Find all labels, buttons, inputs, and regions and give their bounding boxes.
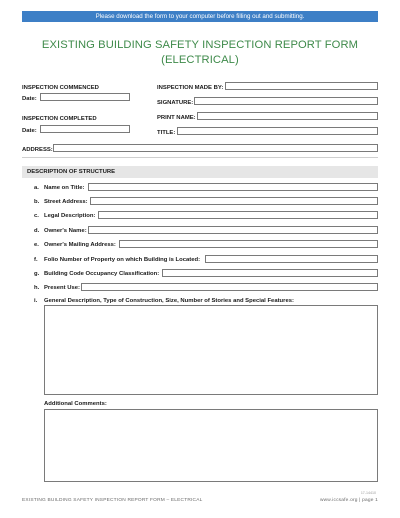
print-name-field[interactable] xyxy=(197,112,378,120)
completed-date-label: Date: xyxy=(22,128,37,134)
footer-website-page: www.iccsafe.org | page 1 xyxy=(319,498,378,503)
owners-name-label: Owner's Name: xyxy=(44,228,87,234)
general-description-textarea[interactable] xyxy=(44,305,378,395)
commenced-date-field[interactable] xyxy=(40,93,130,101)
present-use-field[interactable] xyxy=(81,283,378,291)
occupancy-classification-label: Building Code Occupancy Classification: xyxy=(44,271,160,277)
item-e-letter: e. xyxy=(34,242,39,248)
commenced-date-label: Date: xyxy=(22,96,37,102)
inspection-commenced-label: INSPECTION COMMENCED xyxy=(22,85,99,91)
description-section-title: DESCRIPTION OF STRUCTURE xyxy=(27,169,116,175)
street-address-field[interactable] xyxy=(90,197,378,205)
form-id: 17-14410 xyxy=(360,491,376,495)
completed-date-field[interactable] xyxy=(40,125,130,133)
item-a-letter: a. xyxy=(34,185,39,191)
legal-description-field[interactable] xyxy=(98,211,378,219)
item-d-letter: d. xyxy=(34,228,40,234)
item-g-letter: g. xyxy=(34,271,40,277)
page-footer xyxy=(22,498,378,503)
item-i-letter: i. xyxy=(34,298,38,304)
owners-mailing-address-label: Owner's Mailing Address: xyxy=(44,242,116,248)
form-title-line-2: (ELECTRICAL) xyxy=(161,54,239,66)
item-c-letter: c. xyxy=(34,213,39,219)
folio-number-label: Folio Number of Property on which Building is Located: xyxy=(44,257,201,263)
owners-mailing-address-field[interactable] xyxy=(119,240,378,248)
signature-label: SIGNATURE: xyxy=(157,100,194,106)
title-field[interactable] xyxy=(177,127,378,135)
address-label: ADDRESS: xyxy=(22,147,53,153)
folio-number-field[interactable] xyxy=(205,255,378,263)
footer-form-name: EXISTING BUILDING SAFETY INSPECTION REPORT FORM – ELECTRICAL xyxy=(22,498,203,503)
general-description-label: General Description, Type of Construction, Size, Number of Stories and Special Features: xyxy=(44,298,294,304)
signature-field[interactable] xyxy=(194,97,378,105)
item-f-letter: f. xyxy=(34,257,38,263)
additional-comments-textarea[interactable] xyxy=(44,409,378,482)
street-address-label: Street Address: xyxy=(44,199,88,205)
inspection-made-by-label: INSPECTION MADE BY: xyxy=(157,85,224,91)
legal-description-label: Legal Description: xyxy=(44,213,96,219)
item-b-letter: b. xyxy=(34,199,40,205)
inspection-made-by-field[interactable] xyxy=(225,82,378,90)
download-banner: Please download the form to your computer before filling out and submitting. xyxy=(22,11,378,22)
inspection-completed-label: INSPECTION COMPLETED xyxy=(22,116,97,122)
name-on-title-field[interactable] xyxy=(88,183,378,191)
item-h-letter: h. xyxy=(34,285,40,291)
title-label: TITLE: xyxy=(157,130,176,136)
name-on-title-label: Name on Title: xyxy=(44,185,85,191)
print-name-label: PRINT NAME: xyxy=(157,115,196,121)
present-use-label: Present Use: xyxy=(44,285,81,291)
owners-name-field[interactable] xyxy=(88,226,378,234)
form-title xyxy=(0,38,400,68)
section-divider xyxy=(22,157,378,158)
address-field[interactable] xyxy=(53,144,378,152)
occupancy-classification-field[interactable] xyxy=(162,269,378,277)
additional-comments-label: Additional Comments: xyxy=(44,401,107,407)
description-section-header xyxy=(22,166,378,178)
form-title-line-1: EXISTING BUILDING SAFETY INSPECTION REPORT FORM xyxy=(41,39,359,51)
